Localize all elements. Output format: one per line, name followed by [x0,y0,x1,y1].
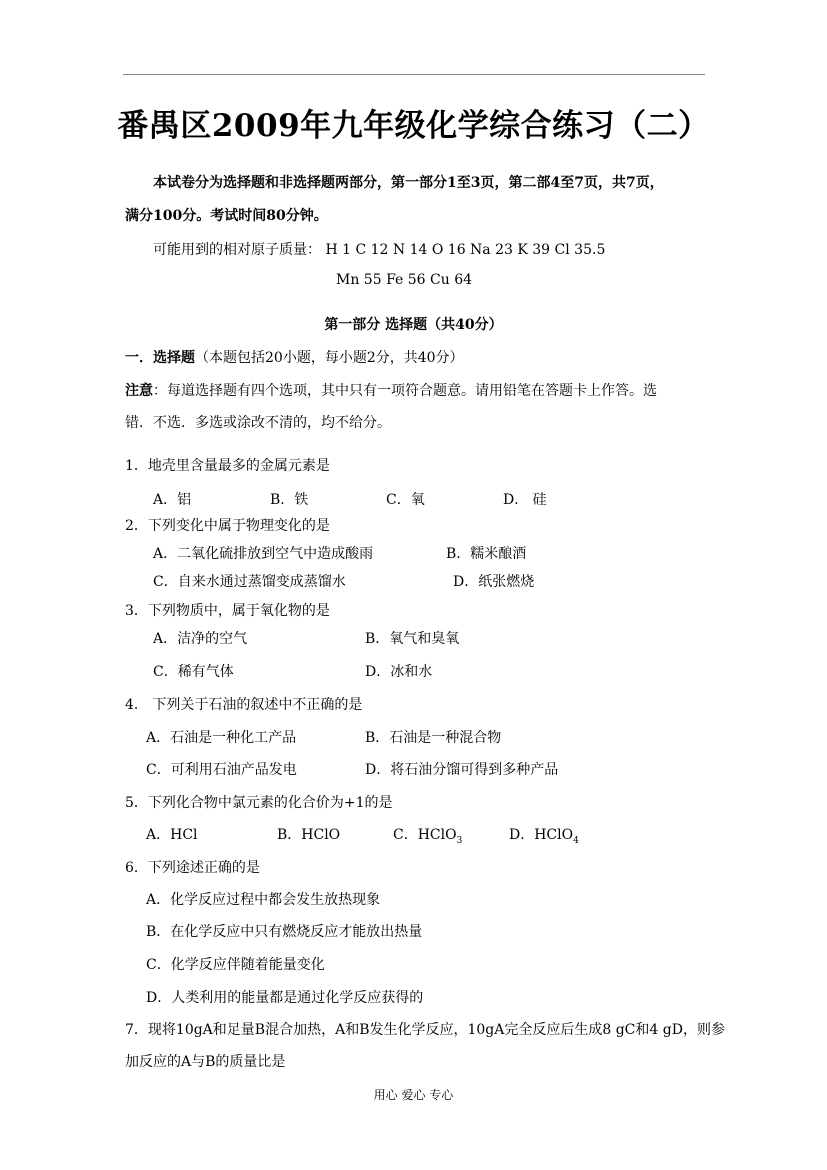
q3-option-b: B．氧气和臭氧 [365,631,460,647]
question-1-stem: 1．地壳里含量最多的金属元素是 [125,458,330,474]
q5-option-d-text: D．HClO [509,827,574,843]
q5-option-c [393,824,462,846]
question-7-stem-line-1: 7．现将10gA和足量B混合加热，A和B发生化学反应，10gA完全反应后生成8 gC和4 gD，则参 [125,1022,725,1038]
q1-option-b: B．铁 [270,492,309,508]
q4-option-a: A．石油是一种化工产品 [146,730,297,746]
question-6-stem: 6．下列途述正确的是 [125,860,260,876]
q3-option-a: A．洁净的空气 [153,631,248,647]
q5-option-c-text: C．HClO [393,827,457,843]
part-title: 第一部分 选择题（共40分） [324,317,503,333]
q4-option-d: D．将石油分馏可得到多种产品 [365,762,559,778]
q4-option-c: C．可利用石油产品发电 [146,762,297,778]
q2-option-a: A．二氧化硫排放到空气中造成酸雨 [153,546,374,562]
note-label: 注意 [125,383,153,399]
note-text-1: ：每道选择题有四个选项，其中只有一项符合题意。请用铅笔在答题卡上作答。选 [153,383,657,399]
page-footer: 用心 爱心 专心 [373,1088,454,1102]
intro-line-2: 满分100分。考试时间80分钟。 [125,208,328,224]
atomic-masses-line-1: 可能用到的相对原子质量： H 1 C 12 N 14 O 16 Na 23 K 39 Cl 35.5 [153,242,606,258]
q3-option-d: D．冰和水 [365,664,433,680]
q6-option-d: D．人类利用的能量都是通过化学反应获得的 [146,990,424,1006]
header-rule [123,74,705,75]
q5-option-a: A．HCl [146,827,198,843]
q1-option-d: D． 硅 [503,492,547,508]
q2-option-c: C．自来水通过蒸馏变成蒸馏水 [153,574,346,590]
note-line-1 [125,380,657,400]
page-title: 番禺区2009年九年级化学综合练习（二） [117,108,710,144]
question-3-stem: 3．下列物质中，属于氧化物的是 [125,603,330,619]
q5-option-d-subscript: 4 [573,835,579,846]
q1-option-c: C．氧 [386,492,425,508]
section-label: 一．选择题 [125,350,195,366]
q6-option-a: A．化学反应过程中都会发生放热现象 [146,892,381,908]
question-7-stem-line-2: 加反应的A与B的质量比是 [125,1054,286,1070]
q5-option-d [509,824,579,846]
section-detail: （本题包括20小题，每小题2分，共40分） [195,350,464,366]
q6-option-b: B．在化学反应中只有燃烧反应才能放出热量 [146,924,423,940]
intro-line-1: 本试卷分为选择题和非选择题两部分，第一部分1至3页，第二部4至7页，共7页， [153,175,664,191]
q5-option-b: B．HClO [277,827,341,843]
question-5-stem: 5．下列化合物中氯元素的化合价为+1的是 [125,795,393,811]
q6-option-c: C．化学反应伴随着能量变化 [146,957,325,973]
q3-option-c: C．稀有气体 [153,664,234,680]
q1-option-a: A．铝 [153,492,192,508]
question-4-stem: 4． 下列关于石油的叙述中不正确的是 [125,697,363,713]
q5-option-c-subscript: 3 [456,835,463,846]
q2-option-d: D．纸张燃烧 [453,574,535,590]
section-heading [125,347,464,367]
question-2-stem: 2．下列变化中属于物理变化的是 [125,518,330,534]
atomic-masses-line-2: Mn 55 Fe 56 Cu 64 [336,272,473,288]
note-line-2: 错．不选．多选或涂改不清的，均不给分。 [125,415,391,431]
q2-option-b: B．糯米酿酒 [446,546,527,562]
q4-option-b: B．石油是一种混合物 [365,730,502,746]
